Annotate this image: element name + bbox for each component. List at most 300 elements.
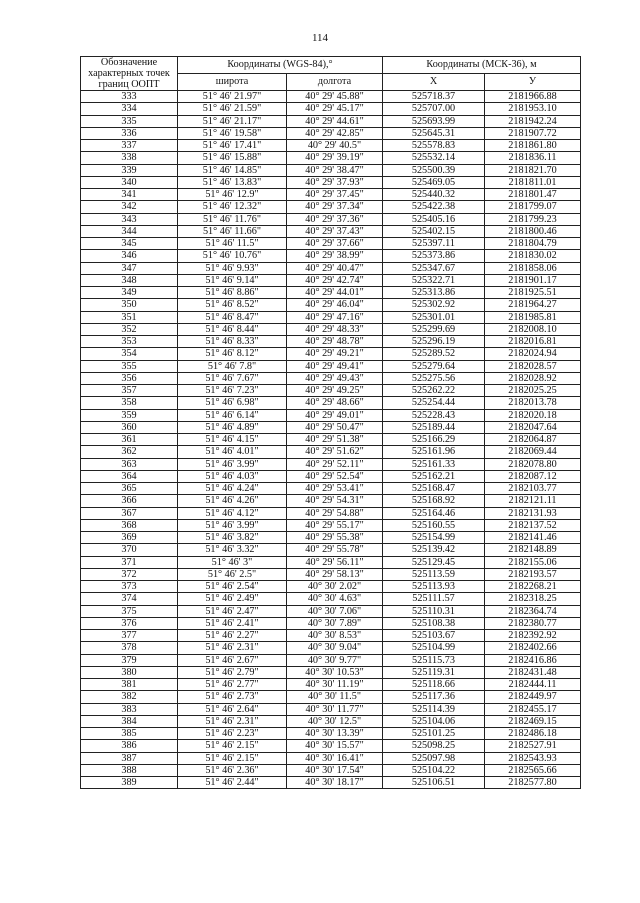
latitude-cell: 51° 46' 11.66" xyxy=(178,225,287,237)
table-row xyxy=(81,409,581,421)
longitude-cell: 40° 29' 45.88" xyxy=(287,91,383,103)
y-coordinate-cell: 2181925.51 xyxy=(485,287,581,299)
y-coordinate-cell: 2182028.57 xyxy=(485,360,581,372)
latitude-cell: 51° 46' 2.27" xyxy=(178,630,287,642)
point-id-cell: 341 xyxy=(81,189,178,201)
y-coordinate-cell: 2182380.77 xyxy=(485,617,581,629)
point-id-cell: 370 xyxy=(81,544,178,556)
header-latitude: широта xyxy=(178,74,287,91)
latitude-cell: 51° 46' 2.15" xyxy=(178,752,287,764)
latitude-cell: 51° 46' 6.98" xyxy=(178,397,287,409)
latitude-cell: 51° 46' 17.41" xyxy=(178,140,287,152)
point-id-cell: 333 xyxy=(81,91,178,103)
point-id-cell: 348 xyxy=(81,274,178,286)
latitude-cell: 51° 46' 2.73" xyxy=(178,691,287,703)
latitude-cell: 51° 46' 4.12" xyxy=(178,507,287,519)
point-id-cell: 354 xyxy=(81,348,178,360)
y-coordinate-cell: 2181821.70 xyxy=(485,164,581,176)
point-id-cell: 338 xyxy=(81,152,178,164)
latitude-cell: 51° 46' 12.32" xyxy=(178,201,287,213)
x-coordinate-cell: 525189.44 xyxy=(383,421,485,433)
point-id-cell: 389 xyxy=(81,777,178,789)
table-row xyxy=(81,189,581,201)
x-coordinate-cell: 525578.83 xyxy=(383,140,485,152)
longitude-cell: 40° 29' 54.88" xyxy=(287,507,383,519)
longitude-cell: 40° 29' 38.47" xyxy=(287,164,383,176)
x-coordinate-cell: 525228.43 xyxy=(383,409,485,421)
table-row xyxy=(81,287,581,299)
longitude-cell: 40° 29' 37.43" xyxy=(287,225,383,237)
longitude-cell: 40° 30' 11.77" xyxy=(287,703,383,715)
latitude-cell: 51° 46' 15.88" xyxy=(178,152,287,164)
x-coordinate-cell: 525110.31 xyxy=(383,605,485,617)
y-coordinate-cell: 2182024.94 xyxy=(485,348,581,360)
point-id-cell: 357 xyxy=(81,385,178,397)
y-coordinate-cell: 2182148.89 xyxy=(485,544,581,556)
table-row xyxy=(81,127,581,139)
x-coordinate-cell: 525322.71 xyxy=(383,274,485,286)
y-coordinate-cell: 2182103.77 xyxy=(485,483,581,495)
table-row xyxy=(81,556,581,568)
x-coordinate-cell: 525168.47 xyxy=(383,483,485,495)
latitude-cell: 51° 46' 4.89" xyxy=(178,421,287,433)
longitude-cell: 40° 29' 42.74" xyxy=(287,274,383,286)
longitude-cell: 40° 30' 18.17" xyxy=(287,777,383,789)
y-coordinate-cell: 2182008.10 xyxy=(485,323,581,335)
table-row xyxy=(81,397,581,409)
latitude-cell: 51° 46' 4.26" xyxy=(178,495,287,507)
point-id-cell: 345 xyxy=(81,238,178,250)
point-id-cell: 359 xyxy=(81,409,178,421)
longitude-cell: 40° 29' 48.66" xyxy=(287,397,383,409)
y-coordinate-cell: 2182527.91 xyxy=(485,740,581,752)
x-coordinate-cell: 525108.38 xyxy=(383,617,485,629)
table-row xyxy=(81,568,581,580)
longitude-cell: 40° 29' 55.38" xyxy=(287,532,383,544)
longitude-cell: 40° 29' 44.61" xyxy=(287,115,383,127)
table-row xyxy=(81,446,581,458)
longitude-cell: 40° 29' 52.11" xyxy=(287,458,383,470)
y-coordinate-cell: 2182543.93 xyxy=(485,752,581,764)
table-row xyxy=(81,360,581,372)
x-coordinate-cell: 525103.67 xyxy=(383,630,485,642)
y-coordinate-cell: 2182469.15 xyxy=(485,715,581,727)
point-id-cell: 360 xyxy=(81,421,178,433)
table-row xyxy=(81,336,581,348)
latitude-cell: 51° 46' 2.15" xyxy=(178,740,287,752)
longitude-cell: 40° 29' 50.47" xyxy=(287,421,383,433)
point-id-cell: 347 xyxy=(81,262,178,274)
table-row xyxy=(81,434,581,446)
point-id-cell: 368 xyxy=(81,519,178,531)
point-id-cell: 343 xyxy=(81,213,178,225)
latitude-cell: 51° 46' 7.23" xyxy=(178,385,287,397)
x-coordinate-cell: 525402.15 xyxy=(383,225,485,237)
latitude-cell: 51° 46' 6.14" xyxy=(178,409,287,421)
y-coordinate-cell: 2182016.81 xyxy=(485,336,581,348)
x-coordinate-cell: 525405.16 xyxy=(383,213,485,225)
table-row xyxy=(81,764,581,776)
x-coordinate-cell: 525262.22 xyxy=(383,385,485,397)
x-coordinate-cell: 525718.37 xyxy=(383,91,485,103)
y-coordinate-cell: 2182455.17 xyxy=(485,703,581,715)
table-row xyxy=(81,630,581,642)
y-coordinate-cell: 2181836.11 xyxy=(485,152,581,164)
latitude-cell: 51° 46' 21.59" xyxy=(178,103,287,115)
longitude-cell: 40° 30' 11.19" xyxy=(287,679,383,691)
table-row xyxy=(81,274,581,286)
y-coordinate-cell: 2181799.07 xyxy=(485,201,581,213)
latitude-cell: 51° 46' 2.49" xyxy=(178,593,287,605)
x-coordinate-cell: 525106.51 xyxy=(383,777,485,789)
latitude-cell: 51° 46' 14.85" xyxy=(178,164,287,176)
y-coordinate-cell: 2182402.66 xyxy=(485,642,581,654)
point-id-cell: 349 xyxy=(81,287,178,299)
latitude-cell: 51° 46' 7.67" xyxy=(178,372,287,384)
y-coordinate-cell: 2182444.11 xyxy=(485,679,581,691)
longitude-cell: 40° 30' 7.06" xyxy=(287,605,383,617)
point-id-cell: 377 xyxy=(81,630,178,642)
longitude-cell: 40° 29' 48.78" xyxy=(287,336,383,348)
x-coordinate-cell: 525164.46 xyxy=(383,507,485,519)
x-coordinate-cell: 525289.52 xyxy=(383,348,485,360)
x-coordinate-cell: 525422.38 xyxy=(383,201,485,213)
longitude-cell: 40° 29' 51.38" xyxy=(287,434,383,446)
table-row xyxy=(81,140,581,152)
table-row xyxy=(81,458,581,470)
x-coordinate-cell: 525104.99 xyxy=(383,642,485,654)
point-id-cell: 353 xyxy=(81,336,178,348)
table-row xyxy=(81,519,581,531)
y-coordinate-cell: 2181800.46 xyxy=(485,225,581,237)
latitude-cell: 51° 46' 2.77" xyxy=(178,679,287,691)
table-row xyxy=(81,715,581,727)
header-longitude: долгота xyxy=(287,74,383,91)
table-row xyxy=(81,593,581,605)
table-row xyxy=(81,91,581,103)
longitude-cell: 40° 29' 53.41" xyxy=(287,483,383,495)
x-coordinate-cell: 525113.93 xyxy=(383,581,485,593)
latitude-cell: 51° 46' 3.99" xyxy=(178,458,287,470)
longitude-cell: 40° 29' 44.01" xyxy=(287,287,383,299)
longitude-cell: 40° 29' 37.93" xyxy=(287,176,383,188)
longitude-cell: 40° 29' 39.19" xyxy=(287,152,383,164)
table-row xyxy=(81,679,581,691)
table-row xyxy=(81,752,581,764)
point-id-cell: 356 xyxy=(81,372,178,384)
point-id-cell: 361 xyxy=(81,434,178,446)
table-row xyxy=(81,262,581,274)
longitude-cell: 40° 30' 7.89" xyxy=(287,617,383,629)
y-coordinate-cell: 2182028.92 xyxy=(485,372,581,384)
longitude-cell: 40° 29' 42.85" xyxy=(287,127,383,139)
longitude-cell: 40° 29' 54.31" xyxy=(287,495,383,507)
longitude-cell: 40° 29' 48.33" xyxy=(287,323,383,335)
table-row xyxy=(81,617,581,629)
point-id-cell: 387 xyxy=(81,752,178,764)
x-coordinate-cell: 525707.00 xyxy=(383,103,485,115)
x-coordinate-cell: 525114.39 xyxy=(383,703,485,715)
x-coordinate-cell: 525301.01 xyxy=(383,311,485,323)
longitude-cell: 40° 29' 37.45" xyxy=(287,189,383,201)
x-coordinate-cell: 525397.11 xyxy=(383,238,485,250)
longitude-cell: 40° 30' 16.41" xyxy=(287,752,383,764)
longitude-cell: 40° 30' 9.77" xyxy=(287,654,383,666)
longitude-cell: 40° 29' 49.25" xyxy=(287,385,383,397)
longitude-cell: 40° 30' 2.02" xyxy=(287,581,383,593)
y-coordinate-cell: 2181901.17 xyxy=(485,274,581,286)
point-id-cell: 378 xyxy=(81,642,178,654)
table-row xyxy=(81,372,581,384)
table-row xyxy=(81,470,581,482)
table-row xyxy=(81,728,581,740)
x-coordinate-cell: 525101.25 xyxy=(383,728,485,740)
point-id-cell: 369 xyxy=(81,532,178,544)
table-row xyxy=(81,691,581,703)
longitude-cell: 40° 30' 17.54" xyxy=(287,764,383,776)
longitude-cell: 40° 29' 55.17" xyxy=(287,519,383,531)
latitude-cell: 51° 46' 2.79" xyxy=(178,666,287,678)
y-coordinate-cell: 2181799.23 xyxy=(485,213,581,225)
latitude-cell: 51° 46' 8.12" xyxy=(178,348,287,360)
point-id-cell: 375 xyxy=(81,605,178,617)
table-row xyxy=(81,201,581,213)
x-coordinate-cell: 525440.32 xyxy=(383,189,485,201)
point-id-cell: 384 xyxy=(81,715,178,727)
y-coordinate-cell: 2182047.64 xyxy=(485,421,581,433)
x-coordinate-cell: 525129.45 xyxy=(383,556,485,568)
latitude-cell: 51° 46' 10.76" xyxy=(178,250,287,262)
longitude-cell: 40° 29' 49.41" xyxy=(287,360,383,372)
longitude-cell: 40° 29' 46.04" xyxy=(287,299,383,311)
point-id-cell: 382 xyxy=(81,691,178,703)
header-y: У xyxy=(485,74,581,91)
point-id-cell: 355 xyxy=(81,360,178,372)
table-row xyxy=(81,164,581,176)
table-row xyxy=(81,507,581,519)
table-row xyxy=(81,483,581,495)
header-x: X xyxy=(383,74,485,91)
longitude-cell: 40° 29' 51.62" xyxy=(287,446,383,458)
table-row xyxy=(81,176,581,188)
latitude-cell: 51° 46' 12.9" xyxy=(178,189,287,201)
point-id-cell: 340 xyxy=(81,176,178,188)
y-coordinate-cell: 2182069.44 xyxy=(485,446,581,458)
x-coordinate-cell: 525154.99 xyxy=(383,532,485,544)
point-id-cell: 379 xyxy=(81,654,178,666)
y-coordinate-cell: 2181966.88 xyxy=(485,91,581,103)
page-number: 114 xyxy=(311,32,329,44)
latitude-cell: 51° 46' 2.41" xyxy=(178,617,287,629)
latitude-cell: 51° 46' 9.14" xyxy=(178,274,287,286)
y-coordinate-cell: 2182577.80 xyxy=(485,777,581,789)
y-coordinate-cell: 2182431.48 xyxy=(485,666,581,678)
y-coordinate-cell: 2182486.18 xyxy=(485,728,581,740)
x-coordinate-cell: 525469.05 xyxy=(383,176,485,188)
table-row xyxy=(81,666,581,678)
y-coordinate-cell: 2182155.06 xyxy=(485,556,581,568)
latitude-cell: 51° 46' 2.31" xyxy=(178,642,287,654)
latitude-cell: 51° 46' 2.67" xyxy=(178,654,287,666)
point-id-cell: 388 xyxy=(81,764,178,776)
y-coordinate-cell: 2182318.25 xyxy=(485,593,581,605)
longitude-cell: 40° 30' 8.53" xyxy=(287,630,383,642)
y-coordinate-cell: 2182064.87 xyxy=(485,434,581,446)
table-row xyxy=(81,421,581,433)
x-coordinate-cell: 525693.99 xyxy=(383,115,485,127)
coordinates-table xyxy=(80,56,581,789)
latitude-cell: 51° 46' 11.5" xyxy=(178,238,287,250)
x-coordinate-cell: 525098.25 xyxy=(383,740,485,752)
point-id-cell: 336 xyxy=(81,127,178,139)
point-id-cell: 335 xyxy=(81,115,178,127)
longitude-cell: 40° 30' 12.5" xyxy=(287,715,383,727)
x-coordinate-cell: 525532.14 xyxy=(383,152,485,164)
x-coordinate-cell: 525161.96 xyxy=(383,446,485,458)
x-coordinate-cell: 525162.21 xyxy=(383,470,485,482)
latitude-cell: 51° 46' 2.64" xyxy=(178,703,287,715)
latitude-cell: 51° 46' 4.24" xyxy=(178,483,287,495)
y-coordinate-cell: 2181861.80 xyxy=(485,140,581,152)
latitude-cell: 51° 46' 2.44" xyxy=(178,777,287,789)
point-id-cell: 381 xyxy=(81,679,178,691)
longitude-cell: 40° 29' 45.17" xyxy=(287,103,383,115)
table-row xyxy=(81,532,581,544)
table-row xyxy=(81,115,581,127)
x-coordinate-cell: 525254.44 xyxy=(383,397,485,409)
point-id-cell: 371 xyxy=(81,556,178,568)
latitude-cell: 51° 46' 2.31" xyxy=(178,715,287,727)
longitude-cell: 40° 29' 40.5" xyxy=(287,140,383,152)
longitude-cell: 40° 29' 37.36" xyxy=(287,213,383,225)
y-coordinate-cell: 2181985.81 xyxy=(485,311,581,323)
point-id-cell: 385 xyxy=(81,728,178,740)
table-row xyxy=(81,213,581,225)
point-id-cell: 352 xyxy=(81,323,178,335)
y-coordinate-cell: 2181804.79 xyxy=(485,238,581,250)
table-row xyxy=(81,103,581,115)
y-coordinate-cell: 2182020.18 xyxy=(485,409,581,421)
longitude-cell: 40° 29' 47.16" xyxy=(287,311,383,323)
point-id-cell: 358 xyxy=(81,397,178,409)
y-coordinate-cell: 2182141.46 xyxy=(485,532,581,544)
latitude-cell: 51° 46' 13.83" xyxy=(178,176,287,188)
y-coordinate-cell: 2182025.25 xyxy=(485,385,581,397)
latitude-cell: 51° 46' 21.17" xyxy=(178,115,287,127)
latitude-cell: 51° 46' 3.32" xyxy=(178,544,287,556)
latitude-cell: 51° 46' 8.47" xyxy=(178,311,287,323)
longitude-cell: 40° 30' 10.53" xyxy=(287,666,383,678)
x-coordinate-cell: 525299.69 xyxy=(383,323,485,335)
point-id-cell: 342 xyxy=(81,201,178,213)
y-coordinate-cell: 2182392.92 xyxy=(485,630,581,642)
longitude-cell: 40° 29' 37.66" xyxy=(287,238,383,250)
point-id-cell: 346 xyxy=(81,250,178,262)
table-row xyxy=(81,225,581,237)
x-coordinate-cell: 525313.86 xyxy=(383,287,485,299)
latitude-cell: 51° 46' 19.58" xyxy=(178,127,287,139)
y-coordinate-cell: 2182121.11 xyxy=(485,495,581,507)
table-row xyxy=(81,299,581,311)
x-coordinate-cell: 525115.73 xyxy=(383,654,485,666)
x-coordinate-cell: 525119.31 xyxy=(383,666,485,678)
latitude-cell: 51° 46' 8.52" xyxy=(178,299,287,311)
point-id-cell: 376 xyxy=(81,617,178,629)
y-coordinate-cell: 2181801.47 xyxy=(485,189,581,201)
x-coordinate-cell: 525347.67 xyxy=(383,262,485,274)
point-id-cell: 364 xyxy=(81,470,178,482)
x-coordinate-cell: 525139.42 xyxy=(383,544,485,556)
latitude-cell: 51° 46' 7.8" xyxy=(178,360,287,372)
y-coordinate-cell: 2182193.57 xyxy=(485,568,581,580)
latitude-cell: 51° 46' 8.33" xyxy=(178,336,287,348)
y-coordinate-cell: 2182013.78 xyxy=(485,397,581,409)
table-row xyxy=(81,152,581,164)
latitude-cell: 51° 46' 2.23" xyxy=(178,728,287,740)
point-id-cell: 362 xyxy=(81,446,178,458)
table-row xyxy=(81,642,581,654)
y-coordinate-cell: 2182137.52 xyxy=(485,519,581,531)
latitude-cell: 51° 46' 8.86" xyxy=(178,287,287,299)
x-coordinate-cell: 525275.56 xyxy=(383,372,485,384)
y-coordinate-cell: 2182268.21 xyxy=(485,581,581,593)
x-coordinate-cell: 525302.92 xyxy=(383,299,485,311)
y-coordinate-cell: 2181953.10 xyxy=(485,103,581,115)
y-coordinate-cell: 2181942.24 xyxy=(485,115,581,127)
longitude-cell: 40° 30' 4.63" xyxy=(287,593,383,605)
y-coordinate-cell: 2181907.72 xyxy=(485,127,581,139)
point-id-cell: 351 xyxy=(81,311,178,323)
point-id-cell: 366 xyxy=(81,495,178,507)
y-coordinate-cell: 2182078.80 xyxy=(485,458,581,470)
header-msk36-group: Координаты (МСК-36), м xyxy=(383,57,581,74)
table-row xyxy=(81,581,581,593)
table-header xyxy=(81,57,581,91)
point-id-cell: 350 xyxy=(81,299,178,311)
point-id-cell: 334 xyxy=(81,103,178,115)
longitude-cell: 40° 29' 58.13" xyxy=(287,568,383,580)
point-id-cell: 374 xyxy=(81,593,178,605)
y-coordinate-cell: 2182416.86 xyxy=(485,654,581,666)
latitude-cell: 51° 46' 8.44" xyxy=(178,323,287,335)
point-id-cell: 344 xyxy=(81,225,178,237)
x-coordinate-cell: 525500.39 xyxy=(383,164,485,176)
longitude-cell: 40° 29' 49.21" xyxy=(287,348,383,360)
longitude-cell: 40° 30' 13.39" xyxy=(287,728,383,740)
x-coordinate-cell: 525373.86 xyxy=(383,250,485,262)
latitude-cell: 51° 46' 2.5" xyxy=(178,568,287,580)
table-row xyxy=(81,605,581,617)
latitude-cell: 51° 46' 11.76" xyxy=(178,213,287,225)
header-designation: Обозначение характерных точек границ ООПТ xyxy=(81,57,178,91)
longitude-cell: 40° 29' 49.01" xyxy=(287,409,383,421)
latitude-cell: 51° 46' 4.01" xyxy=(178,446,287,458)
table-row xyxy=(81,703,581,715)
longitude-cell: 40° 29' 40.47" xyxy=(287,262,383,274)
latitude-cell: 51° 46' 3.99" xyxy=(178,519,287,531)
y-coordinate-cell: 2181830.02 xyxy=(485,250,581,262)
point-id-cell: 380 xyxy=(81,666,178,678)
y-coordinate-cell: 2182087.12 xyxy=(485,470,581,482)
longitude-cell: 40° 29' 49.43" xyxy=(287,372,383,384)
longitude-cell: 40° 29' 37.34" xyxy=(287,201,383,213)
x-coordinate-cell: 525104.06 xyxy=(383,715,485,727)
y-coordinate-cell: 2182449.97 xyxy=(485,691,581,703)
point-id-cell: 372 xyxy=(81,568,178,580)
x-coordinate-cell: 525111.57 xyxy=(383,593,485,605)
point-id-cell: 363 xyxy=(81,458,178,470)
point-id-cell: 373 xyxy=(81,581,178,593)
